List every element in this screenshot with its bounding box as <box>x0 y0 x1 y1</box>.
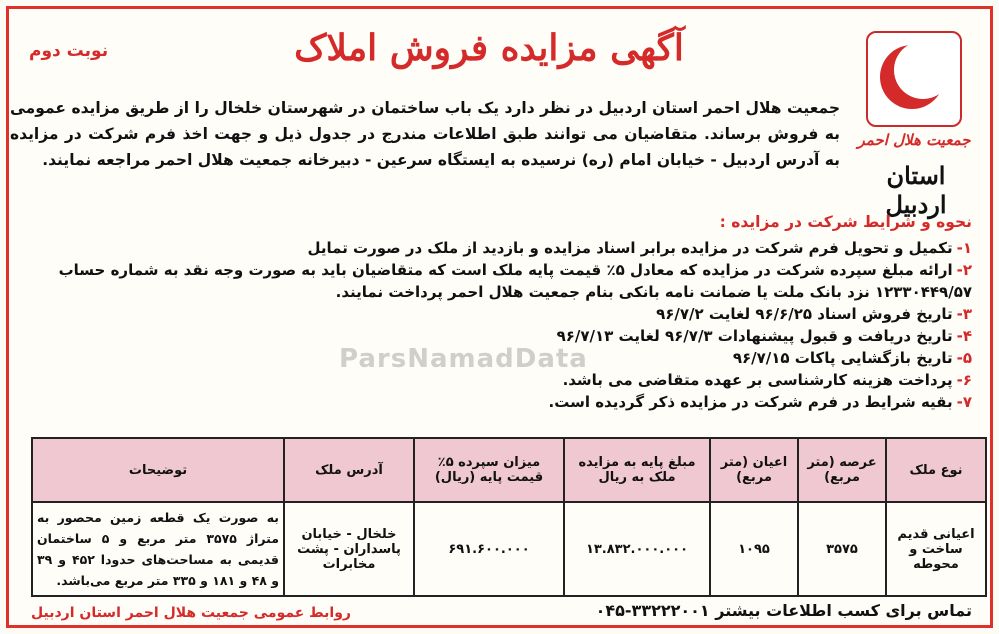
column-header: آدرس ملک <box>284 438 414 502</box>
column-header: توضیحات <box>32 438 284 502</box>
red-crescent-emblem <box>866 31 962 127</box>
column-header: عرصه (متر مربع) <box>798 438 886 502</box>
table-cell: خلخال - خیابان پاسداران - پشت مخابرات <box>284 502 414 596</box>
condition-item: ۲-ارائه مبلغ سپرده شرکت در مزایده که معادل ۵٪ قیمت پایه ملک است که متقاضیان باید به صورت وجه نقد به شماره حساب ۱۲۳۳۰۴۴۹/۵۷ نزد بانک ملت یا ضمانت نامه بانکی بنام جمعیت هلال احمر پرداخت نمایند. <box>58 261 972 301</box>
table-cell: ۱۳.۸۳۲.۰۰۰.۰۰۰ <box>564 502 710 596</box>
table-cell: اعیانی قدیم ساخت و محوطه <box>886 502 986 596</box>
page-title: آگهی مزایده فروش املاک <box>294 27 684 69</box>
logo-province: استان اردبیل <box>885 161 947 219</box>
table-cell: ۳۵۷۵ <box>798 502 886 596</box>
table-cell: ۶۹۱.۶۰۰.۰۰۰ <box>414 502 564 596</box>
condition-item: ۷-بقیه شرایط در فرم شرکت در مزایده ذکر گردیده است. <box>548 393 972 411</box>
public-relations-signature: روابط عمومی جمعیت هلال احمر استان اردبیل <box>31 605 351 621</box>
column-header: نوع ملک <box>886 438 986 502</box>
table-cell: به صورت یک قطعه زمین محصور به متراژ ۳۵۷۵ متر مربع و ۵ ساختمان قدیمی به مساحت‌های حدودا ۴۵۲ و ۳۹ و ۴۸ و ۱۸۱ و ۳۳۵ متر مربع می‌باشد. <box>32 502 284 596</box>
advertisement-frame <box>6 6 993 628</box>
table-header-row <box>32 438 986 502</box>
conditions-title: نحوه و شرایط شرکت در مزایده : <box>719 213 972 231</box>
column-header: میزان سپرده ۵٪ قیمت پایه (ریال) <box>414 438 564 502</box>
condition-item: ۶-پرداخت هزینه کارشناسی بر عهده متقاضی می باشد. <box>562 371 972 389</box>
condition-item: ۳-تاریخ فروش اسناد ۹۶/۶/۲۵ لغایت ۹۶/۷/۲ <box>656 305 972 323</box>
crescent-icon <box>880 45 944 109</box>
round-label: نوبت دوم <box>29 41 109 61</box>
condition-item: ۴-تاریخ دریافت و قبول پیشنهادات ۹۶/۷/۳ لغایت ۹۶/۷/۱۳ <box>556 327 972 345</box>
table-cell: ۱۰۹۵ <box>710 502 798 596</box>
logo <box>856 31 976 219</box>
watermark: ParsNamadData <box>339 344 588 374</box>
intro-paragraph: جمعیت هلال احمر استان اردبیل در نظر دارد یک باب ساختمان در شهرستان خلخال را از طریق مزایده عمومی به فروش برساند. متقاضیان می توانند طبق اطلاعات مندرج در جدول ذیل و جهت اخذ فرم شرکت در مزایده به آدرس اردبیل - خیابان امام (ره) نرسیده به ایستگاه سرعین - دبیرخانه جمعیت هلال احمر مراجعه نمایند. <box>10 99 840 169</box>
conditions-list <box>2 237 972 413</box>
column-header: اعیان (متر مربع) <box>710 438 798 502</box>
condition-item: ۱-تکمیل و تحویل فرم شرکت در مزایده برابر اسناد مزایده و بازدید از ملک در صورت تمایل <box>307 239 972 257</box>
contact-line: تماس برای کسب اطلاعات بیشتر ۳۳۲۲۲۰۰۱-۰۴۵ <box>595 601 972 620</box>
property-table <box>31 437 987 597</box>
column-header: مبلغ پایه به مزایده ملک به ریال <box>564 438 710 502</box>
logo-org-name: جمعیت هلال احمر <box>857 131 971 149</box>
table-row <box>32 502 986 596</box>
condition-item: ۵-تاریخ بازگشایی پاکات ۹۶/۷/۱۵ <box>732 349 972 367</box>
